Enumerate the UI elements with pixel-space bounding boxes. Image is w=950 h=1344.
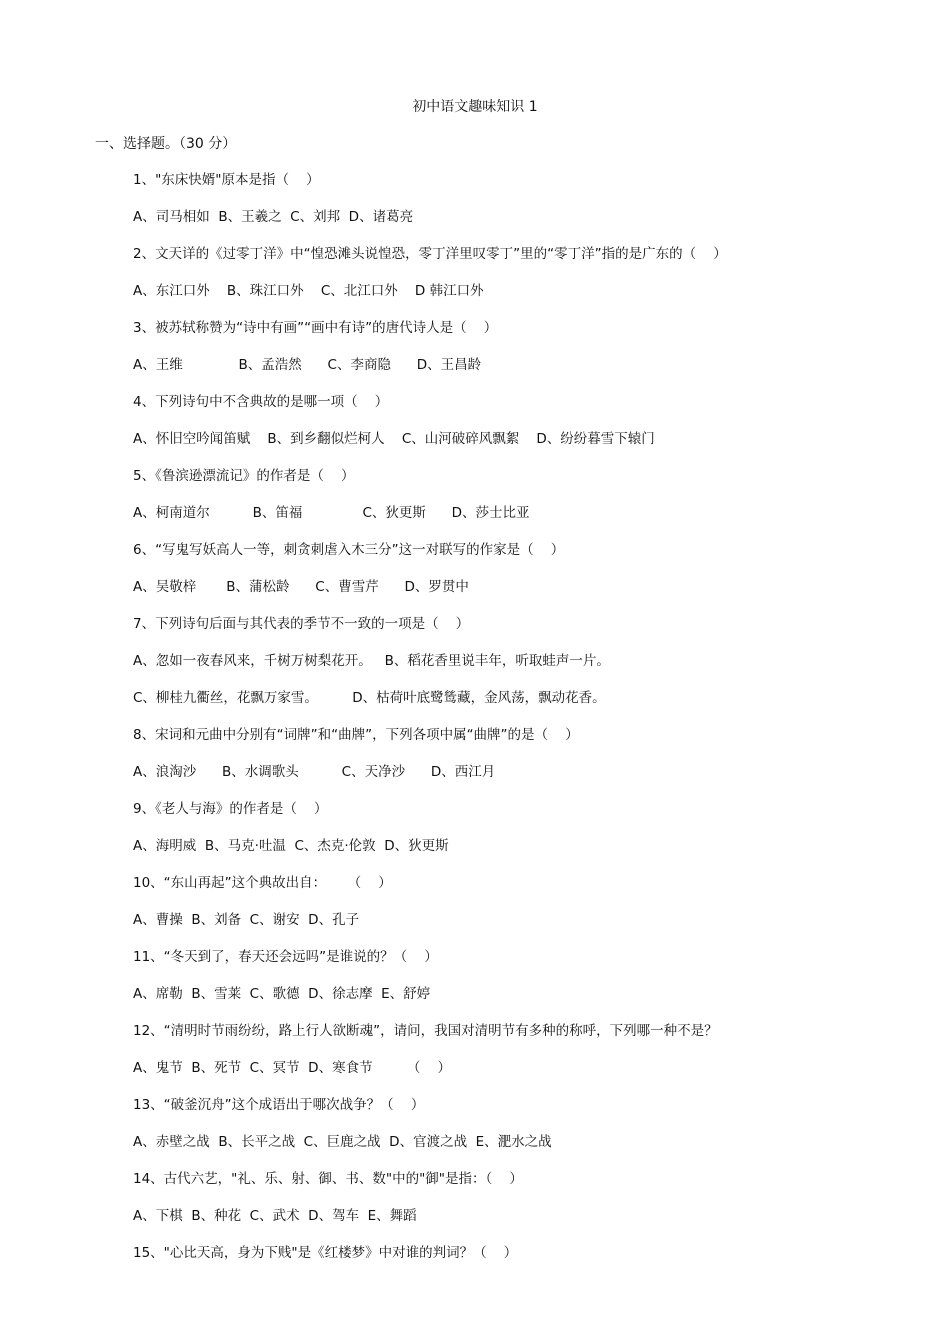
question-line: 8、宋词和元曲中分别有“词牌”和“曲牌”，下列各项中属“曲牌”的是（ ） [133,727,579,743]
page-title: 初中语文趣味知识 1 [412,99,538,115]
option-line: A、吴敬梓 B、蒲松龄 C、曹雪芹 D、罗贯中 [133,579,469,595]
option-line: A、怀旧空吟闻笛赋 B、到乡翻似烂柯人 C、山河破碎风飘絮 D、纷纷暮雪下辕门 [133,431,655,447]
question-line: 5、《鲁滨逊漂流记》的作者是（ ） [133,468,355,484]
question-line: 1、"东床快婿"原本是指（ ） [133,172,320,188]
question-line: 15、"心比天高，身为下贱"是《红楼梦》中对谁的判词？（ ） [133,1245,518,1261]
question-line: 10、“东山再起”这个典故出自： （ ） [133,875,392,891]
option-line: A、柯南道尔 B、笛福 C、狄更斯 D、莎士比亚 [133,505,530,521]
option-line: A、海明威 B、马克·吐温 C、杰克·伦敦 D、狄更斯 [133,838,449,854]
option-line: A、赤壁之战 B、长平之战 C、巨鹿之战 D、官渡之战 E、淝水之战 [133,1134,552,1150]
section-heading: 一、选择题。（30 分） [95,136,237,152]
option-line: A、忽如一夜春风来，千树万树梨花开。 B、稻花香里说丰年，听取蛙声一片。 [133,653,610,669]
question-line: 2、文天详的《过零丁洋》中“惶恐滩头说惶恐，零丁洋里叹零丁”里的“零丁洋”指的是广东的（ ） [133,246,727,262]
option-line: A、浪淘沙 B、水调歌头 C、天净沙 D、西江月 [133,764,496,780]
question-line: 3、被苏轼称赞为“诗中有画”“画中有诗”的唐代诗人是（ ） [133,320,498,336]
question-line: 7、下列诗句后面与其代表的季节不一致的一项是（ ） [133,616,470,632]
option-line: A、鬼节 B、死节 C、冥节 D、寒食节 （ ） [133,1060,452,1076]
option-line: A、司马相如 B、王羲之 C、刘邦 D、诸葛亮 [133,209,414,225]
question-line: 11、“冬天到了，春天还会远吗”是谁说的？（ ） [133,949,438,965]
question-line: 12、“清明时节雨纷纷，路上行人欲断魂”，请问，我国对清明节有多种的称呼，下列哪一种不是？ [133,1023,718,1039]
option-line: A、王维 B、孟浩然 C、李商隐 D、王昌龄 [133,357,482,373]
option-line: C、柳桂九衢丝，花飘万家雪。 D、枯荷叶底鹭鸶藏，金风荡，飘动花香。 [133,690,606,706]
question-line: 14、古代六艺，"礼、乐、射、御、书、数"中的"御"是指：（ ） [133,1171,523,1187]
question-line: 9、《老人与海》的作者是（ ） [133,801,328,817]
option-line: A、曹操 B、刘备 C、谢安 D、孔子 [133,912,360,928]
option-line: A、下棋 B、种花 C、武术 D、驾车 E、舞蹈 [133,1208,417,1224]
option-line: A、席勒 B、雪莱 C、歌德 D、徐志摩 E、舒婷 [133,986,431,1002]
option-line: A、东江口外 B、珠江口外 C、北江口外 D 韩江口外 [133,283,484,299]
question-line: 4、下列诗句中不含典故的是哪一项（ ） [133,394,389,410]
question-line: 13、“破釜沉舟”这个成语出于哪次战争？（ ） [133,1097,425,1113]
question-line: 6、“写鬼写妖高人一等，刺贪刺虐入木三分”这一对联写的作家是（ ） [133,542,565,558]
